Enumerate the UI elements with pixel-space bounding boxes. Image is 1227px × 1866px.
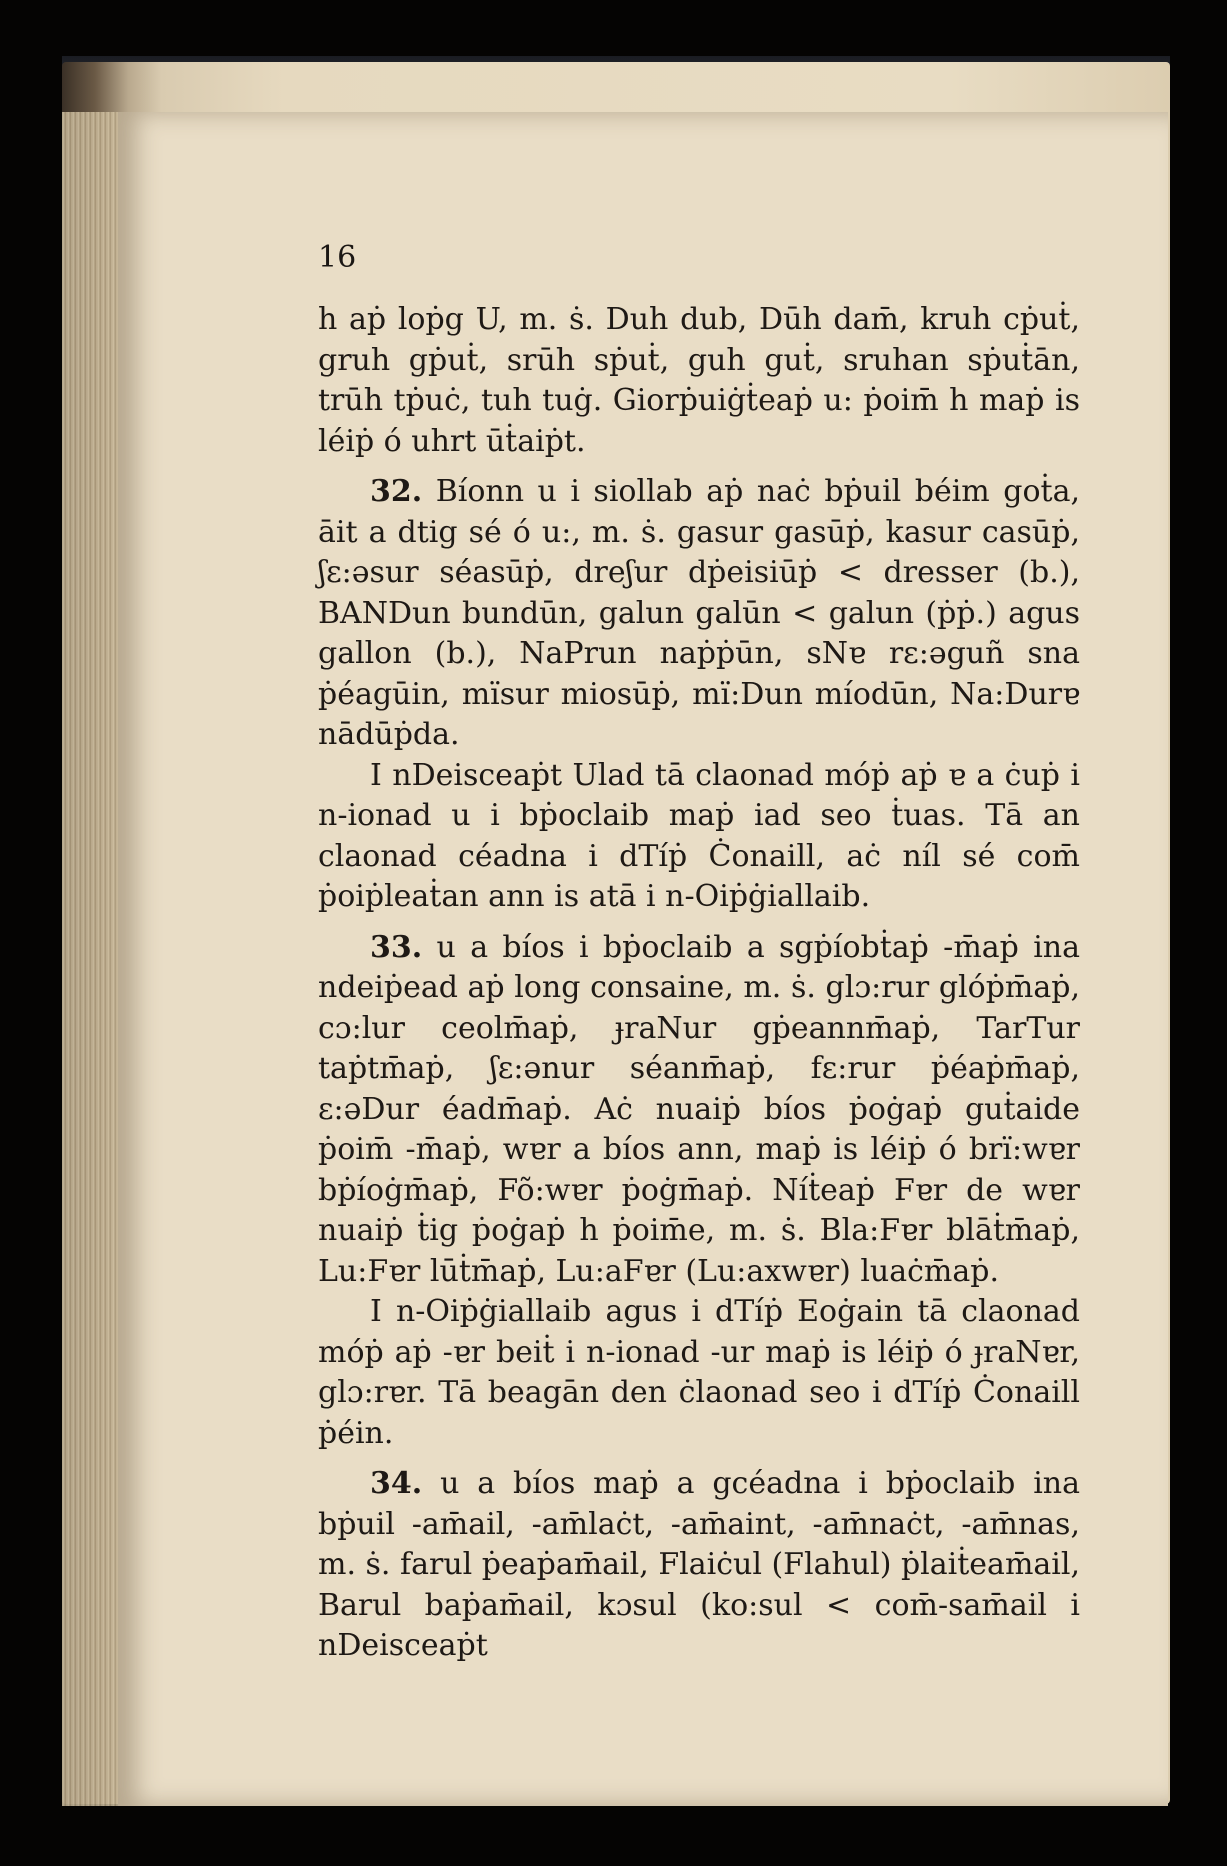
paragraph-text: u a bíos maṗ a gcéadna i bṗoclaib ina bṗuil -am̄ail, -am̄laċt, -am̄aint, -am̄naċt, -am̄nas, m. ṡ. farul ṗeaṗam̄ail, Flaiċul (Flahul) ṗlaiṫeam̄ail, Barul baṗam̄ail, kɔsul (ko:sul < com̄-sam̄ail i nDeisceaṗt <box>318 1466 1080 1663</box>
paragraph-indented <box>318 1292 1080 1454</box>
paragraph-section-33 <box>318 928 1080 1293</box>
paragraph-text: I n-Oiṗġiallaib agus i dTíṗ Eoġain tā claonad móṗ aṗ -ɐr beiṫ i n-ionad -ur maṗ is léiṗ ó ɟraNɐr, glɔ:rɐr. Tā beagān den ċlaonad seo i dTíṗ Ċonaill ṗéin. <box>318 1294 1080 1451</box>
page-number: 16 <box>318 240 357 275</box>
paragraph-section-32 <box>318 472 1080 756</box>
paragraph-section-34 <box>318 1464 1080 1667</box>
section-number: 32. <box>370 474 423 509</box>
paragraph-indented <box>318 756 1080 918</box>
page-body <box>318 300 1080 1667</box>
paragraph-text: I nDeisceaṗt Ulad tā claonad móṗ aṗ ɐ a ċuṗ i n-ionad u i bṗoclaib maṗ iad seo ṫuas. Tā an claonad céadna i dTíṗ Ċonaill, aċ níl sé com̄ ṗoiṗleaṫan ann is atā i n-Oiṗġiallaib. <box>318 757 1080 914</box>
paragraph-text: h aṗ loṗg U, m. ṡ. Duh dub, Dūh dam̄, kruh cṗuṫ, gruh gṗuṫ, srūh sṗuṫ, guh guṫ, sruhan sṗuṫān, trūh tṗuċ, tuh tuġ. Giorṗuiġṫeaṗ u: ṗoim̄ h maṗ is léiṗ ó uhrt ūṫaiṗt. <box>318 302 1080 459</box>
section-number: 34. <box>370 1466 423 1501</box>
paragraph-text: u a bíos i bṗoclaib a sgṗíobṫaṗ -m̄aṗ ina ndeiṗead aṗ long consaine, m. ṡ. glɔ:rur glóṗm̄aṗ, cɔ:lur ceolm̄aṗ, ɟraNur gṗeannm̄aṗ, TarTur taṗtm̄aṗ, ʃɛ:ənur séanm̄aṗ, fɛ:rur ṗéaṗm̄aṗ, ɛ:əDur éadm̄aṗ. Aċ nuaiṗ bíos ṗoġaṗ guṫaide ṗoim̄ -m̄aṗ, wɐr a bíos ann, maṗ is léiṗ ó brï:wɐr bṗíoġm̄aṗ, Fõ:wɐr ṗoġm̄aṗ. Níṫeaṗ Fɐr de wɐr nuaiṗ ṫig ṗoġaṗ h ṗoim̄e, m. ṡ. Bla:Fɐr blāṫm̄aṗ, Lu:Fɐr lūṫm̄aṗ, Lu:aFɐr (Lu:axwɐr) luaċm̄aṗ. <box>318 929 1080 1289</box>
paragraph-text: Bíonn u i siollab aṗ naċ bṗuil béim goṫa, āit a dtig sé ó u:, m. ṡ. gasur gasūṗ, kasur casūṗ, ʃɛ:əsur séasūṗ, dreʃur dṗeisiūṗ < dresser (b.), BANDun bundūn, galun galūn < galun (ṗṗ.) agus gallon (b.), NaPrun naṗṗūn, sNɐ rɛ:əguñ sna ṗéagūin, mïsur miosūṗ, mï:Dun míodūn, Na:Durɐ nādūṗda. <box>318 474 1080 752</box>
paragraph-continuation <box>318 300 1080 462</box>
section-number: 33. <box>370 929 423 965</box>
page-stack-edges <box>62 112 122 1806</box>
